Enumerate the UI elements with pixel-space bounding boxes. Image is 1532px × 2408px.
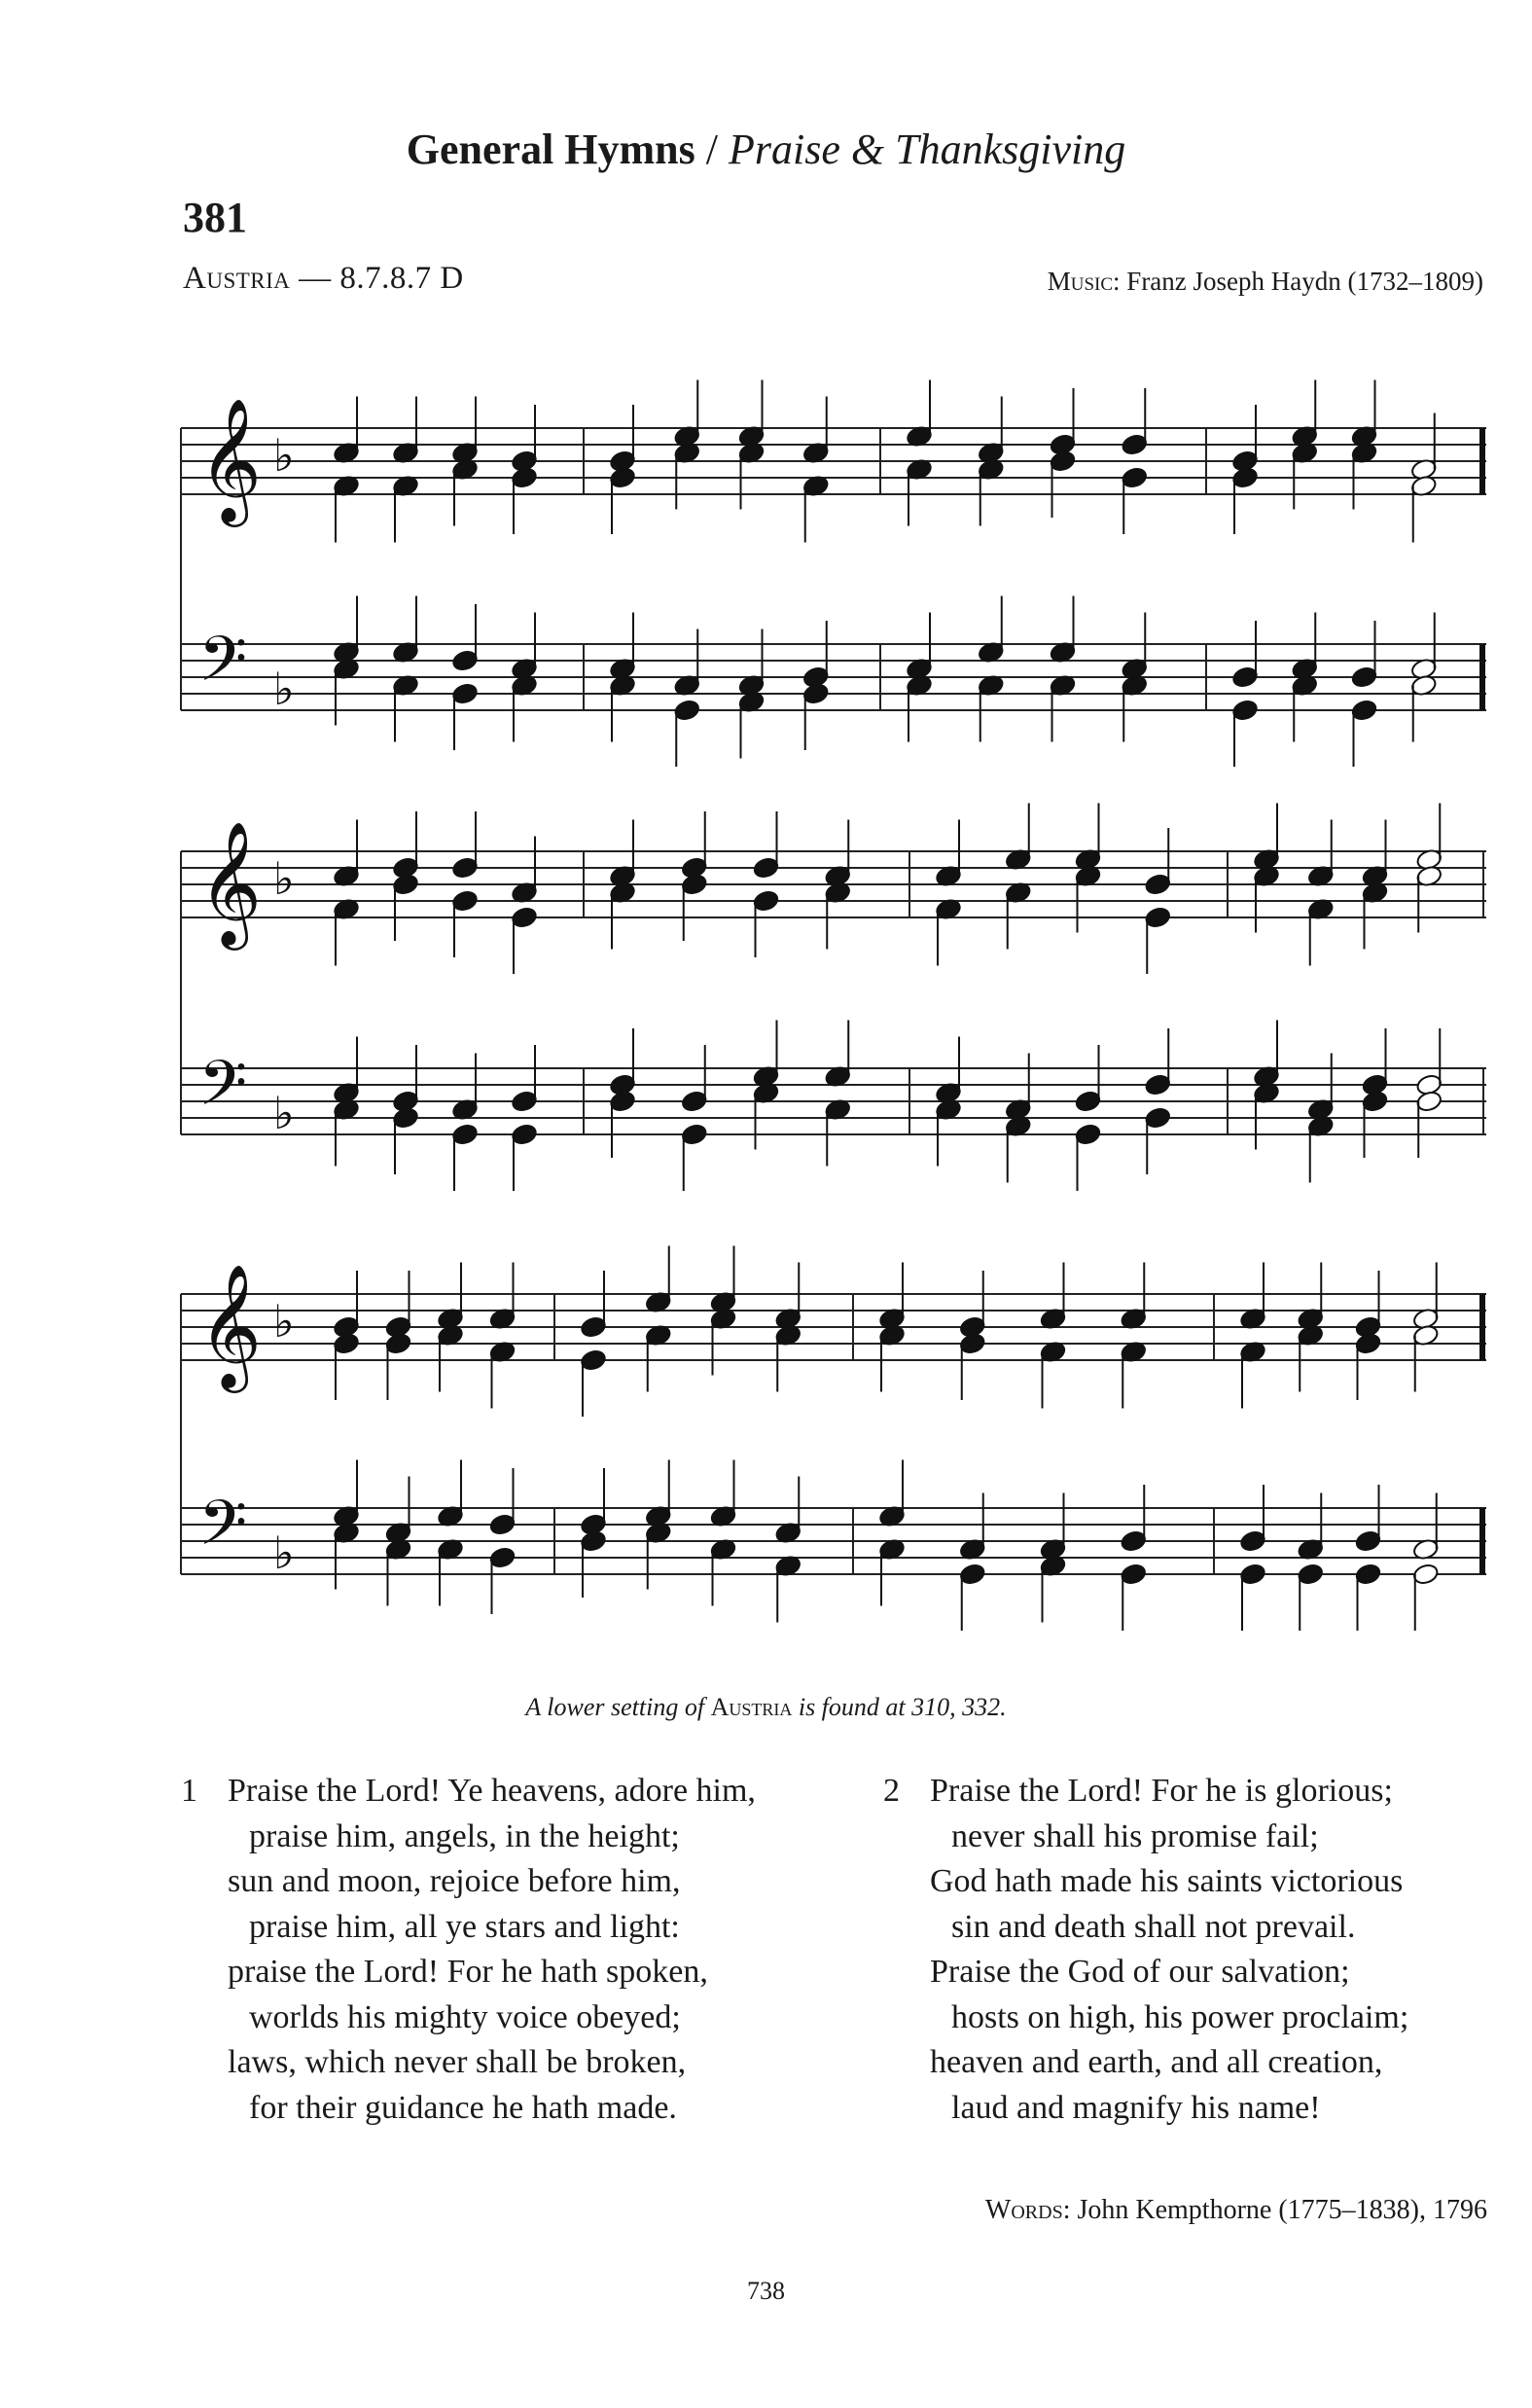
tune-name: Austria bbox=[183, 261, 291, 296]
verse-line: never shall his promise fail; bbox=[951, 1817, 1319, 1854]
verse-line: hosts on high, his power proclaim; bbox=[951, 1998, 1409, 2035]
verse-line: laud and magnify his name! bbox=[951, 2089, 1321, 2126]
notehead bbox=[1239, 1563, 1266, 1586]
verse-1 bbox=[181, 1769, 756, 2131]
flat-icon: ♭ bbox=[273, 429, 295, 482]
notehead bbox=[1354, 1332, 1381, 1355]
flat-icon: ♭ bbox=[273, 852, 295, 905]
verse-line: worlds his mighty voice obeyed; bbox=[249, 1998, 681, 2035]
verse-line: sin and death shall not prevail. bbox=[951, 1908, 1356, 1945]
notehead bbox=[451, 649, 479, 672]
notehead bbox=[1121, 433, 1148, 456]
note-tune: Austria bbox=[710, 1693, 793, 1721]
music-composer: : Franz Joseph Haydn (1732–1809) bbox=[1113, 267, 1483, 296]
notehead bbox=[1074, 1090, 1101, 1113]
verse-line: heaven and earth, and all creation, bbox=[930, 2044, 1383, 2080]
verse-line: for their guidance he hath made. bbox=[249, 2089, 677, 2126]
notehead bbox=[511, 466, 538, 489]
treble-clef-icon: 𝄞 bbox=[198, 820, 263, 945]
notehead bbox=[451, 1123, 479, 1146]
notehead bbox=[1231, 466, 1259, 489]
flat-icon: ♭ bbox=[273, 1087, 295, 1139]
verse-line: praise the Lord! For he hath spoken, bbox=[228, 1954, 708, 1990]
verse-number: 1 bbox=[181, 1773, 197, 1809]
notehead bbox=[752, 889, 779, 913]
final-barline bbox=[1479, 428, 1485, 494]
notehead bbox=[1144, 873, 1171, 896]
notehead bbox=[451, 682, 479, 705]
notehead bbox=[959, 1332, 986, 1355]
final-barline bbox=[1479, 1294, 1485, 1360]
verse-line: praise him, all ye stars and light: bbox=[249, 1908, 680, 1945]
notehead bbox=[609, 466, 636, 489]
notehead bbox=[1144, 1106, 1171, 1130]
final-barline bbox=[1479, 644, 1485, 710]
notehead bbox=[580, 1529, 607, 1553]
treble-clef-icon: 𝄞 bbox=[198, 397, 263, 521]
notehead bbox=[1354, 1563, 1381, 1586]
notehead bbox=[384, 1332, 411, 1355]
notehead bbox=[1120, 1563, 1147, 1586]
notehead bbox=[681, 1123, 708, 1146]
bass-clef-icon: 𝄢 bbox=[198, 624, 248, 711]
notehead bbox=[802, 682, 830, 705]
notehead bbox=[511, 1123, 538, 1146]
meter: — 8.7.8.7 D bbox=[290, 261, 464, 296]
notehead bbox=[673, 699, 700, 722]
notehead bbox=[333, 1332, 360, 1355]
bass-clef-icon: 𝄢 bbox=[198, 1488, 248, 1575]
notehead bbox=[1120, 1529, 1147, 1553]
notehead bbox=[1231, 665, 1259, 689]
notehead bbox=[681, 1090, 708, 1113]
treble-clef-icon: 𝄞 bbox=[198, 1263, 263, 1387]
notehead bbox=[1121, 466, 1148, 489]
notehead bbox=[752, 856, 779, 880]
title-separator: / bbox=[695, 126, 729, 173]
verse-line: Praise the Lord! Ye heavens, adore him, bbox=[228, 1773, 756, 1809]
page-number: 738 bbox=[747, 2277, 785, 2305]
notehead bbox=[451, 889, 479, 913]
notehead bbox=[580, 1315, 607, 1339]
verse-line: Praise the Lord! For he is glorious; bbox=[930, 1773, 1393, 1809]
notehead bbox=[1350, 699, 1377, 722]
words-label: Words bbox=[984, 2195, 1063, 2225]
notehead bbox=[1297, 1563, 1324, 1586]
note-suffix: is found at 310, 332. bbox=[792, 1693, 1007, 1721]
notehead bbox=[959, 1563, 986, 1586]
notehead bbox=[1415, 1090, 1443, 1113]
notehead bbox=[609, 1090, 636, 1113]
notehead bbox=[1231, 699, 1259, 722]
words-credit bbox=[985, 2195, 1487, 2226]
notehead bbox=[488, 1513, 516, 1536]
notehead bbox=[580, 1348, 607, 1372]
notehead bbox=[1361, 1090, 1388, 1113]
notehead bbox=[488, 1546, 516, 1569]
final-barline bbox=[1479, 1508, 1485, 1574]
notehead bbox=[1144, 1073, 1171, 1096]
notehead bbox=[1350, 665, 1377, 689]
notehead bbox=[392, 1106, 419, 1130]
subsection-name: Praise & Thanksgiving bbox=[729, 126, 1126, 173]
verse-line: laws, which never shall be broken, bbox=[228, 2044, 687, 2080]
notehead bbox=[511, 1090, 538, 1113]
verse-line: God hath made his saints victorious bbox=[930, 1863, 1404, 1899]
notehead bbox=[392, 873, 419, 896]
hymn-number: 381 bbox=[183, 194, 247, 241]
notehead bbox=[511, 906, 538, 929]
notehead bbox=[1144, 906, 1171, 929]
notehead bbox=[451, 856, 479, 880]
flat-icon: ♭ bbox=[273, 1295, 295, 1348]
notehead bbox=[1354, 1529, 1381, 1553]
notehead bbox=[1239, 1529, 1266, 1553]
notehead bbox=[1412, 1563, 1440, 1586]
flat-icon: ♭ bbox=[273, 663, 295, 715]
verse-number: 2 bbox=[883, 1773, 900, 1809]
verse-2 bbox=[883, 1769, 1408, 2131]
section-name: General Hymns bbox=[406, 126, 695, 173]
bass-clef-icon: 𝄢 bbox=[198, 1048, 248, 1135]
verse-line: Praise the God of our salvation; bbox=[930, 1954, 1350, 1990]
notehead bbox=[681, 873, 708, 896]
notehead bbox=[1049, 449, 1076, 473]
music-label: Music bbox=[1047, 267, 1114, 296]
flat-icon: ♭ bbox=[273, 1527, 295, 1579]
verse-line: sun and moon, rejoice before him, bbox=[228, 1863, 681, 1899]
lower-setting-note bbox=[0, 1693, 1532, 1722]
notehead bbox=[1074, 1123, 1101, 1146]
words-author: : John Kempthorne (1775–1838), 1796 bbox=[1062, 2195, 1487, 2225]
verse-line: praise him, angels, in the height; bbox=[249, 1817, 680, 1854]
note-prefix: A lower setting of bbox=[525, 1693, 711, 1721]
